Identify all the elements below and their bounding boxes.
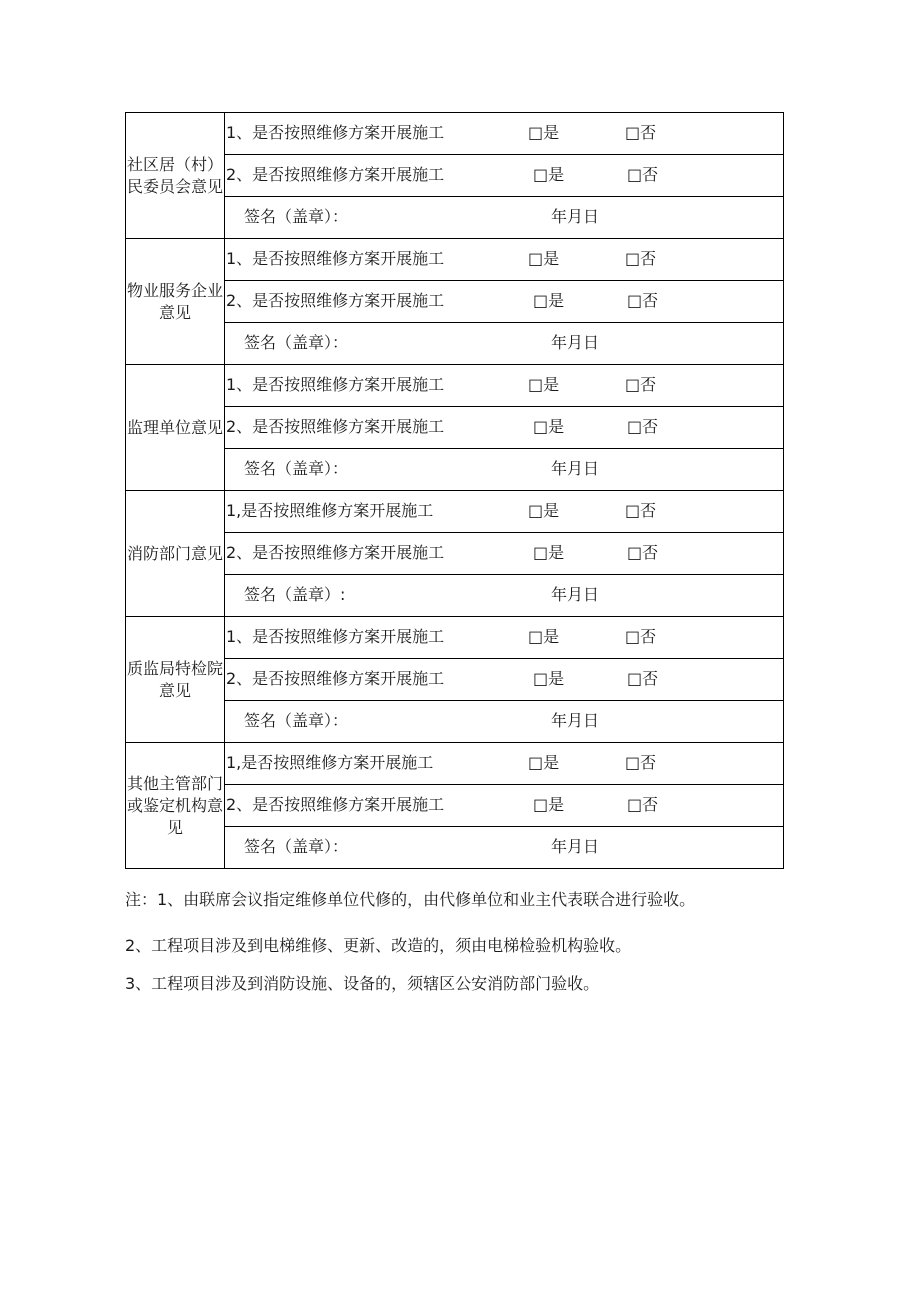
signature-label: 签名（盖章）： <box>244 333 349 352</box>
yes-checkbox[interactable]: □是 <box>528 501 560 520</box>
question-1-text: 1、是否按照维修方案开展施工 <box>226 123 445 142</box>
question-cell <box>225 533 784 575</box>
question-1-text: 1、是否按照维修方案开展施工 <box>226 375 445 394</box>
date-label: 年月日 <box>551 333 600 352</box>
question-1-text: 1,是否按照维修方案开展施工 <box>226 753 434 772</box>
section-row-q2 <box>126 659 784 701</box>
signature-cell <box>225 827 784 869</box>
yes-checkbox[interactable]: □是 <box>528 753 560 772</box>
section-row-q1 <box>126 365 784 407</box>
section-row-signature <box>126 449 784 491</box>
section-row-signature <box>126 197 784 239</box>
yes-checkbox[interactable]: □是 <box>533 543 565 562</box>
question-2-text: 2、是否按照维修方案开展施工 <box>226 291 445 310</box>
note-3: 3、工程项目涉及到消防设施、设备的，须辖区公安消防部门验收。 <box>125 974 600 993</box>
section-label: 监理单位意见 <box>126 365 225 491</box>
date-label: 年月日 <box>551 711 600 730</box>
question-2-text: 2、是否按照维修方案开展施工 <box>226 795 445 814</box>
yes-checkbox[interactable]: □是 <box>533 417 565 436</box>
no-checkbox[interactable]: □否 <box>625 501 657 520</box>
section-row-signature <box>126 701 784 743</box>
signature-label: 签名（盖章）： <box>244 459 349 478</box>
signature-label: 签名（盖章）: <box>244 585 346 604</box>
signature-cell <box>225 449 784 491</box>
question-cell <box>225 113 784 155</box>
no-checkbox[interactable]: □否 <box>625 627 657 646</box>
question-2-text: 2、是否按照维修方案开展施工 <box>226 669 445 688</box>
section-label: 质监局特检院意见 <box>126 617 225 743</box>
signature-label: 签名（盖章）： <box>244 711 349 730</box>
section-row-q2 <box>126 533 784 575</box>
question-2-text: 2、是否按照维修方案开展施工 <box>226 165 445 184</box>
question-cell <box>225 785 784 827</box>
section-row-q1 <box>126 617 784 659</box>
question-cell <box>225 155 784 197</box>
question-cell <box>225 239 784 281</box>
date-label: 年月日 <box>551 585 600 604</box>
question-cell <box>225 281 784 323</box>
yes-checkbox[interactable]: □是 <box>533 669 565 688</box>
question-2-text: 2、是否按照维修方案开展施工 <box>226 543 445 562</box>
signature-label: 签名（盖章）： <box>244 207 349 226</box>
section-row-q1 <box>126 491 784 533</box>
yes-checkbox[interactable]: □是 <box>528 627 560 646</box>
note-1: 注：1、由联席会议指定维修单位代修的，由代修单位和业主代表联合进行验收。 <box>125 890 696 909</box>
question-1-text: 1、是否按照维修方案开展施工 <box>226 249 445 268</box>
note-2: 2、工程项目涉及到电梯维修、更新、改造的，须由电梯检验机构验收。 <box>125 936 632 955</box>
question-cell <box>225 659 784 701</box>
question-cell <box>225 491 784 533</box>
yes-checkbox[interactable]: □是 <box>533 795 565 814</box>
yes-checkbox[interactable]: □是 <box>533 165 565 184</box>
section-label: 其他主管部门或鉴定机构意见 <box>126 743 225 869</box>
no-checkbox[interactable]: □否 <box>625 753 657 772</box>
question-1-text: 1、是否按照维修方案开展施工 <box>226 627 445 646</box>
signature-cell <box>225 197 784 239</box>
yes-checkbox[interactable]: □是 <box>528 123 560 142</box>
date-label: 年月日 <box>551 459 600 478</box>
no-checkbox[interactable]: □否 <box>627 543 659 562</box>
no-checkbox[interactable]: □否 <box>625 375 657 394</box>
section-row-q1 <box>126 239 784 281</box>
section-label: 社区居（村）民委员会意见 <box>126 113 225 239</box>
no-checkbox[interactable]: □否 <box>625 123 657 142</box>
section-row-signature <box>126 827 784 869</box>
no-checkbox[interactable]: □否 <box>627 417 659 436</box>
question-cell <box>225 743 784 785</box>
question-1-text: 1,是否按照维修方案开展施工 <box>226 501 434 520</box>
section-row-q1 <box>126 113 784 155</box>
question-cell <box>225 407 784 449</box>
no-checkbox[interactable]: □否 <box>627 291 659 310</box>
no-checkbox[interactable]: □否 <box>627 669 659 688</box>
question-cell <box>225 365 784 407</box>
no-checkbox[interactable]: □否 <box>627 795 659 814</box>
section-label: 物业服务企业意见 <box>126 239 225 365</box>
date-label: 年月日 <box>551 837 600 856</box>
opinion-form-table <box>125 112 784 869</box>
notes-block <box>125 888 765 996</box>
question-cell <box>225 617 784 659</box>
no-checkbox[interactable]: □否 <box>625 249 657 268</box>
section-row-signature <box>126 323 784 365</box>
yes-checkbox[interactable]: □是 <box>528 249 560 268</box>
section-row-q2 <box>126 281 784 323</box>
no-checkbox[interactable]: □否 <box>627 165 659 184</box>
section-label: 消防部门意见 <box>126 491 225 617</box>
section-row-signature <box>126 575 784 617</box>
section-row-q2 <box>126 155 784 197</box>
section-row-q1 <box>126 743 784 785</box>
signature-cell <box>225 575 784 617</box>
yes-checkbox[interactable]: □是 <box>528 375 560 394</box>
section-row-q2 <box>126 785 784 827</box>
signature-label: 签名（盖章）： <box>244 837 349 856</box>
section-row-q2 <box>126 407 784 449</box>
signature-cell <box>225 701 784 743</box>
question-2-text: 2、是否按照维修方案开展施工 <box>226 417 445 436</box>
yes-checkbox[interactable]: □是 <box>533 291 565 310</box>
signature-cell <box>225 323 784 365</box>
date-label: 年月日 <box>551 207 600 226</box>
